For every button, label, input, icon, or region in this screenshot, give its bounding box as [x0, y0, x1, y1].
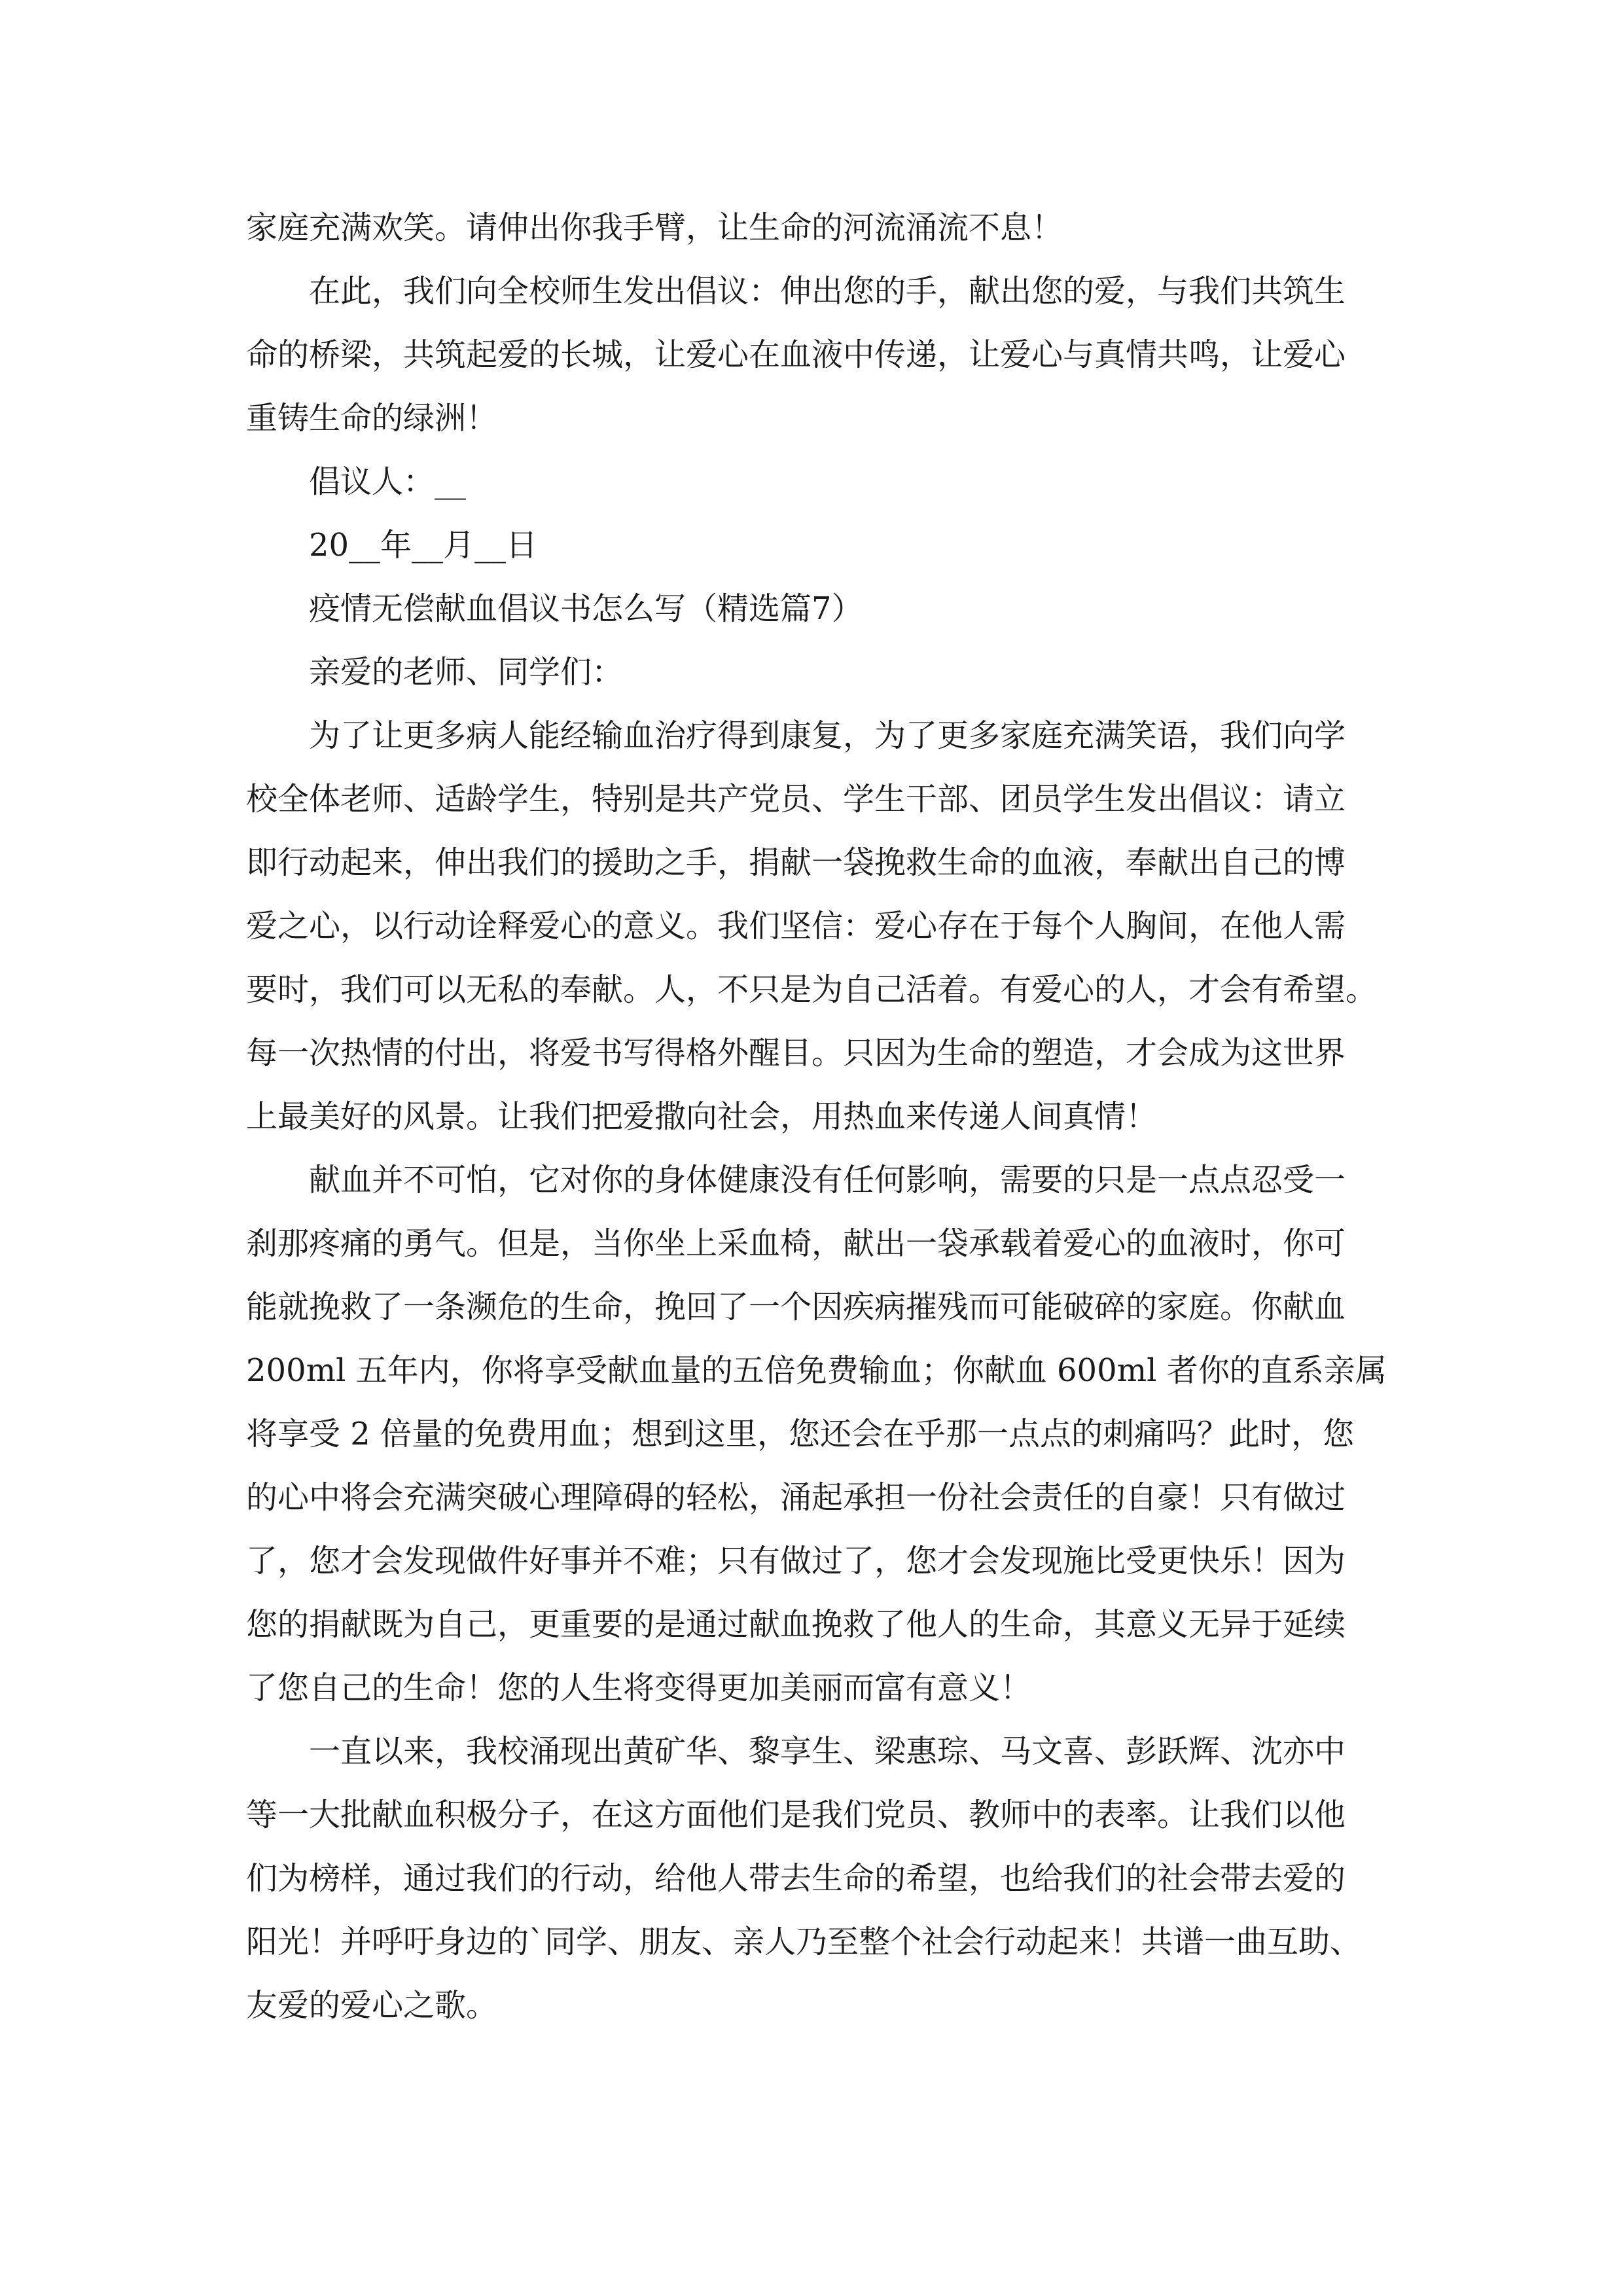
text-line: 阳光！并呼吁身边的`同学、朋友、亲人乃至整个社会行动起来！共谱一曲互助、: [246, 1924, 1362, 1960]
date-line: 20__年__月__日: [309, 527, 538, 564]
text-line: 等一大批献血积极分子，在这方面他们是我们党员、教师中的表率。让我们以他: [246, 1797, 1346, 1833]
text-line: 每一次热情的付出，将爱书写得格外醒目。只因为生命的塑造，才会成为这世界: [246, 1035, 1346, 1071]
text-line: 为了让更多病人能经输血治疗得到康复，为了更多家庭充满笑语，我们向学: [309, 717, 1346, 754]
text-line: 要时，我们可以无私的奉献。人，不只是为自己活着。有爱心的人，才会有希望。: [246, 971, 1378, 1008]
text-line: 即行动起来，伸出我们的援助之手，捐献一袋挽救生命的血液，奉献出自己的博: [246, 844, 1346, 881]
text-line: 在此，我们向全校师生发出倡议：伸出您的手，献出您的爱，与我们共筑生: [309, 273, 1346, 310]
text-line: 命的桥梁，共筑起爱的长城，让爱心在血液中传递，让爱心与真情共鸣，让爱心: [246, 336, 1346, 373]
signer-line: 倡议人：__: [309, 463, 467, 500]
text-line: 能就挽救了一条濒危的生命，挽回了一个因疾病摧残而可能破碎的家庭。你献血: [246, 1289, 1346, 1325]
document-body: [246, 196, 1385, 2037]
text-line: 上最美好的风景。让我们把爱撒向社会，用热血来传递人间真情！: [246, 1098, 1158, 1135]
text-line: 校全体老师、适龄学生，特别是共产党员、学生干部、团员学生发出倡议：请立: [246, 781, 1346, 817]
text-line: 友爱的爱心之歌。: [246, 1987, 498, 2024]
text-line: 200ml 五年内，你将享受献血量的五倍免费输血；你献血 600ml 者你的直系亲属: [246, 1352, 1387, 1389]
salutation: 亲爱的老师、同学们：: [309, 654, 624, 691]
text-line: 您的捐献既为自己，更重要的是通过献血挽救了他人的生命，其意义无异于延续: [246, 1606, 1346, 1643]
text-line: 重铸生命的绿洲！: [246, 400, 498, 437]
text-line: 了您自己的生命！您的人生将变得更加美丽而富有意义！: [246, 1670, 1032, 1706]
text-line: 们为榜样，通过我们的行动，给他人带去生命的希望，也给我们的社会带去爱的: [246, 1860, 1346, 1897]
text-line: 将享受 2 倍量的免费用血；想到这里，您还会在乎那一点点的刺痛吗？此时，您: [246, 1416, 1355, 1452]
text-line: 了，您才会发现做件好事并不难；只有做过了，您才会发现施比受更快乐！因为: [246, 1543, 1346, 1579]
text-line: 献血并不可怕，它对你的身体健康没有任何影响，需要的只是一点点忍受一: [309, 1162, 1346, 1198]
text-line: 爱之心，以行动诠释爱心的意义。我们坚信：爱心存在于每个人胸间，在他人需: [246, 908, 1346, 944]
section-heading: 疫情无偿献血倡议书怎么写（精选篇7）: [309, 590, 863, 627]
text-line: 一直以来，我校涌现出黄矿华、黎享生、梁惠琮、马文喜、彭跃辉、沈亦中: [309, 1733, 1346, 1770]
text-line: 的心中将会充满突破心理障碍的轻松，涌起承担一份社会责任的自豪！只有做过: [246, 1479, 1346, 1516]
text-line: 家庭充满欢笑。请伸出你我手臂，让生命的河流涌流不息！: [246, 209, 1063, 246]
text-line: 刹那疼痛的勇气。但是，当你坐上采血椅，献出一袋承载着爱心的血液时，你可: [246, 1225, 1346, 1262]
